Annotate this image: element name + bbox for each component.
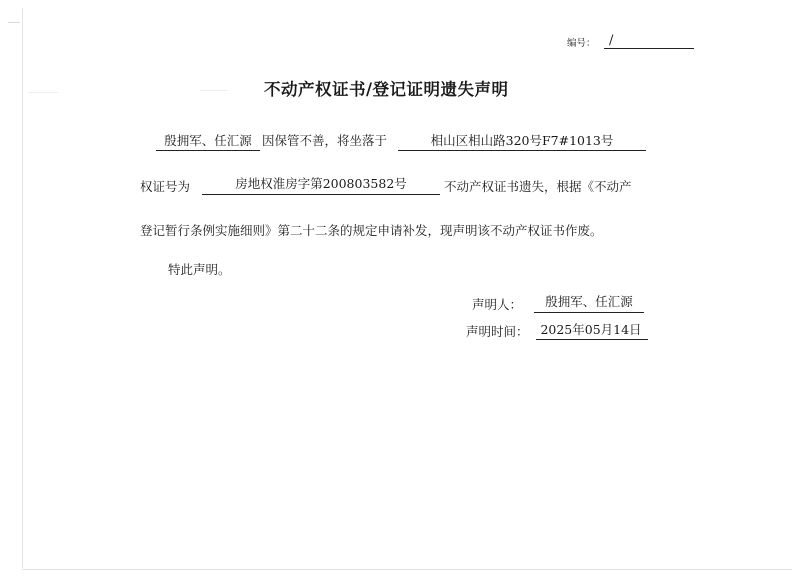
certificate-number-field: 房地权淮房字第200803582号: [235, 176, 407, 191]
owners-underline: [156, 150, 260, 151]
doc-number-value: /: [609, 33, 614, 48]
location-underline: [398, 150, 646, 151]
date-underline: [536, 339, 648, 340]
location-field: 相山区相山路320号F7#1013号: [430, 133, 614, 148]
declarant-field: 殷拥军、任汇源: [545, 294, 633, 309]
clause-4: 登记暂行条例实施细则》第二十二条的规定申请补发，现声明该不动产权证书作废。: [140, 223, 603, 238]
closing-statement: 特此声明。: [168, 262, 231, 277]
declarant-underline: [534, 312, 644, 313]
declarant-label: 声明人：: [472, 297, 523, 312]
certificate-number-underline: [202, 194, 440, 195]
scan-mark: [8, 22, 20, 23]
page-title: 不动产权证书/登记证明遗失声明: [264, 80, 509, 99]
scan-mark: [28, 92, 58, 93]
date-label: 声明时间：: [466, 324, 529, 339]
doc-number-label: 编号：: [567, 38, 596, 49]
clause-2: 权证号为: [140, 179, 191, 194]
doc-number-underline: [604, 48, 694, 49]
date-field: 2025年05月14日: [540, 322, 642, 337]
scan-mark: [200, 90, 228, 91]
clause-3: 不动产权证书遗失，根据《不动产: [444, 179, 632, 194]
clause-1: 因保管不善，将坐落于: [262, 133, 388, 148]
page-edge-bottom: [22, 569, 792, 570]
owners-field: 殷拥军、任汇源: [164, 133, 252, 148]
page-edge-left: [22, 8, 23, 568]
